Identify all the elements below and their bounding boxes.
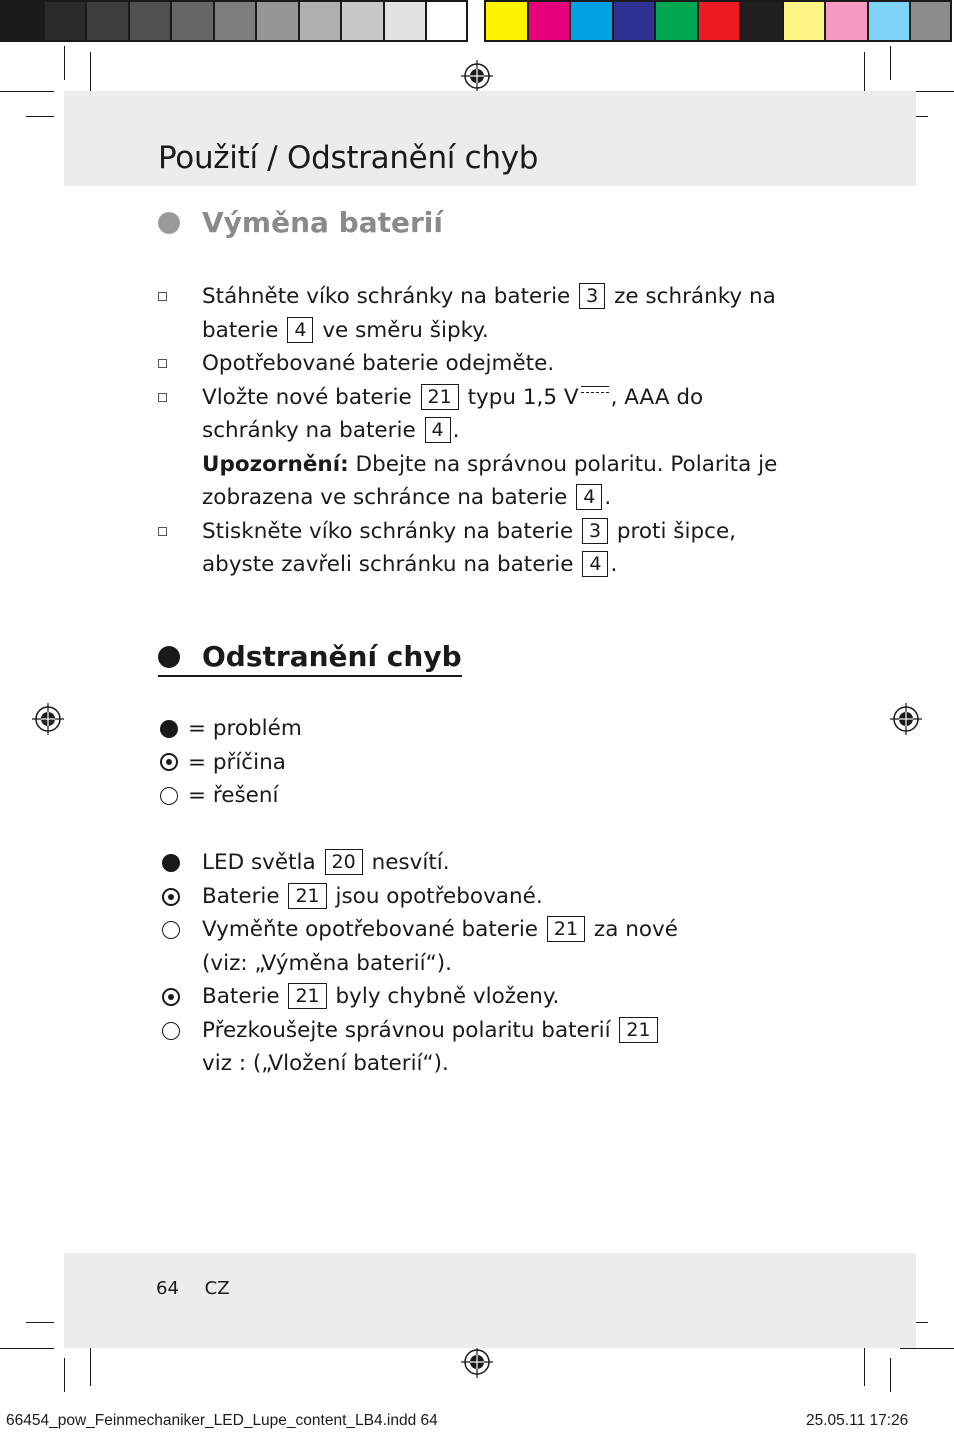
crop-mark — [64, 1358, 65, 1392]
troubleshooting-list — [160, 846, 720, 1081]
page-footer — [156, 1278, 250, 1299]
color-swatch — [739, 0, 782, 42]
list-item — [160, 980, 720, 1014]
issue-text: LED světla — [202, 850, 316, 875]
print-slug-date: 25.05.11 17:26 — [806, 1412, 909, 1429]
part-reference: 21 — [288, 883, 326, 909]
color-swatch — [824, 0, 867, 42]
step-text: . — [604, 485, 612, 510]
empty-circle-icon — [162, 921, 180, 939]
crop-mark — [890, 1358, 891, 1392]
part-reference: 20 — [325, 849, 363, 875]
color-swatch-bar — [484, 0, 952, 46]
issue-text: byly chybně vloženy. — [335, 984, 560, 1009]
list-item — [160, 880, 720, 914]
list-item — [160, 1014, 720, 1081]
color-swatch — [697, 0, 740, 42]
color-swatch — [425, 0, 468, 42]
dotted-circle-icon — [162, 988, 180, 1006]
step-text: , AAA do schránky na baterie — [202, 384, 704, 443]
part-reference: 4 — [576, 484, 602, 510]
part-reference: 3 — [582, 518, 608, 544]
color-swatch — [170, 0, 213, 42]
part-reference: 21 — [547, 916, 585, 942]
step-text: Stáhněte víko schránky na baterie — [202, 284, 571, 309]
issue-text: nesvítí. — [371, 850, 450, 875]
list-item — [158, 381, 798, 515]
step-text: . — [610, 552, 618, 577]
part-reference: 3 — [579, 283, 605, 309]
crop-mark — [26, 1322, 54, 1323]
crop-mark — [64, 46, 65, 80]
color-swatch — [569, 0, 612, 42]
issue-text: Přezkoušejte správnou polaritu baterií — [202, 1017, 611, 1043]
step-text: Stiskněte víko schránky na baterie — [202, 518, 574, 544]
crop-mark — [0, 91, 54, 92]
legend-row-cause — [160, 746, 302, 780]
part-reference: 4 — [582, 551, 608, 577]
color-swatch — [85, 0, 128, 42]
issue-text: jsou opotřebované. — [335, 883, 543, 909]
language-code: CZ — [204, 1278, 230, 1299]
color-swatch — [340, 0, 383, 42]
section-heading-battery — [158, 206, 443, 239]
step-text: Vložte nové baterie — [202, 384, 412, 410]
step-text: ze schránky na baterie — [202, 284, 776, 343]
list-item — [158, 515, 798, 582]
color-swatch — [43, 0, 86, 42]
color-swatch — [782, 0, 825, 42]
issue-text: Baterie — [202, 883, 280, 909]
bullet-dot-icon — [158, 646, 180, 668]
issue-text: viz : („Vložení baterií“). — [202, 1051, 449, 1076]
section-heading-text: Výměna baterií — [202, 206, 443, 239]
section-heading-troubleshooting — [158, 640, 462, 677]
color-swatch — [383, 0, 426, 42]
crop-mark — [0, 1348, 54, 1349]
color-swatch — [484, 0, 527, 42]
page-number: 64 — [156, 1278, 179, 1299]
checkbox-bullet-icon — [158, 527, 167, 536]
color-swatch — [527, 0, 570, 42]
crop-mark — [26, 116, 54, 117]
battery-steps-list — [158, 280, 798, 582]
color-swatch — [909, 0, 952, 42]
color-swatch — [255, 0, 298, 42]
legend-label: = příčina — [188, 749, 286, 775]
legend-row-problem — [160, 712, 302, 746]
list-item — [160, 913, 720, 980]
checkbox-bullet-icon — [158, 359, 167, 368]
color-swatch — [612, 0, 655, 42]
print-slug-filename: 66454_pow_Feinmechaniker_LED_Lupe_content_LB4.indd 64 — [6, 1412, 438, 1429]
color-swatch — [128, 0, 171, 42]
legend-label: = problém — [188, 716, 302, 742]
empty-circle-icon — [160, 787, 178, 805]
step-text: . — [452, 418, 460, 443]
registration-mark-icon — [461, 60, 493, 92]
issue-text: za nové (viz: „Výměna baterií“). — [202, 917, 678, 976]
crop-mark — [900, 1348, 954, 1349]
color-swatch — [213, 0, 256, 42]
color-swatch — [867, 0, 910, 42]
filled-circle-icon — [160, 720, 178, 738]
list-item — [160, 846, 720, 880]
registration-mark-icon — [32, 703, 64, 735]
part-reference: 21 — [619, 1017, 657, 1043]
legend-label: = řešení — [188, 783, 279, 809]
crop-mark — [890, 46, 891, 80]
color-swatch — [298, 0, 341, 42]
checkbox-bullet-icon — [158, 393, 167, 402]
step-text: Opotřebované baterie odejměte. — [202, 351, 555, 376]
checkbox-bullet-icon — [158, 292, 167, 301]
step-text: typu 1,5 V — [467, 384, 579, 410]
step-text: proti šipce, abyste zavřeli schránku na baterie — [202, 518, 737, 577]
part-reference: 21 — [288, 983, 326, 1009]
warning-text: Dbejte na správnou polaritu. Polarita je zobrazena ve schránce na baterie — [202, 451, 778, 510]
grayscale-swatch-bar — [0, 0, 468, 46]
warning-label: Upozornění: — [202, 451, 349, 477]
legend-row-solution — [160, 779, 302, 813]
part-reference: 21 — [421, 384, 459, 410]
bullet-dot-icon — [158, 212, 180, 234]
list-item — [158, 347, 798, 381]
step-text: ve směru šipky. — [322, 317, 489, 343]
part-reference: 4 — [425, 417, 451, 443]
empty-circle-icon — [162, 1022, 180, 1040]
registration-mark-icon — [461, 1346, 493, 1378]
symbol-legend — [160, 712, 302, 813]
issue-text: Baterie — [202, 984, 280, 1009]
section-heading-text: Odstranění chyb — [202, 640, 462, 673]
color-swatch — [0, 0, 43, 42]
dotted-circle-icon — [162, 888, 180, 906]
page-title: Použití / Odstranění chyb — [158, 140, 539, 176]
footer-band — [64, 1253, 916, 1348]
list-item — [158, 280, 798, 347]
direct-current-icon — [581, 386, 609, 398]
color-swatch — [654, 0, 697, 42]
part-reference: 4 — [287, 317, 313, 343]
registration-mark-icon — [890, 703, 922, 735]
dotted-circle-icon — [160, 753, 178, 771]
filled-circle-icon — [162, 854, 180, 872]
issue-text: Vyměňte opotřebované baterie — [202, 917, 539, 942]
